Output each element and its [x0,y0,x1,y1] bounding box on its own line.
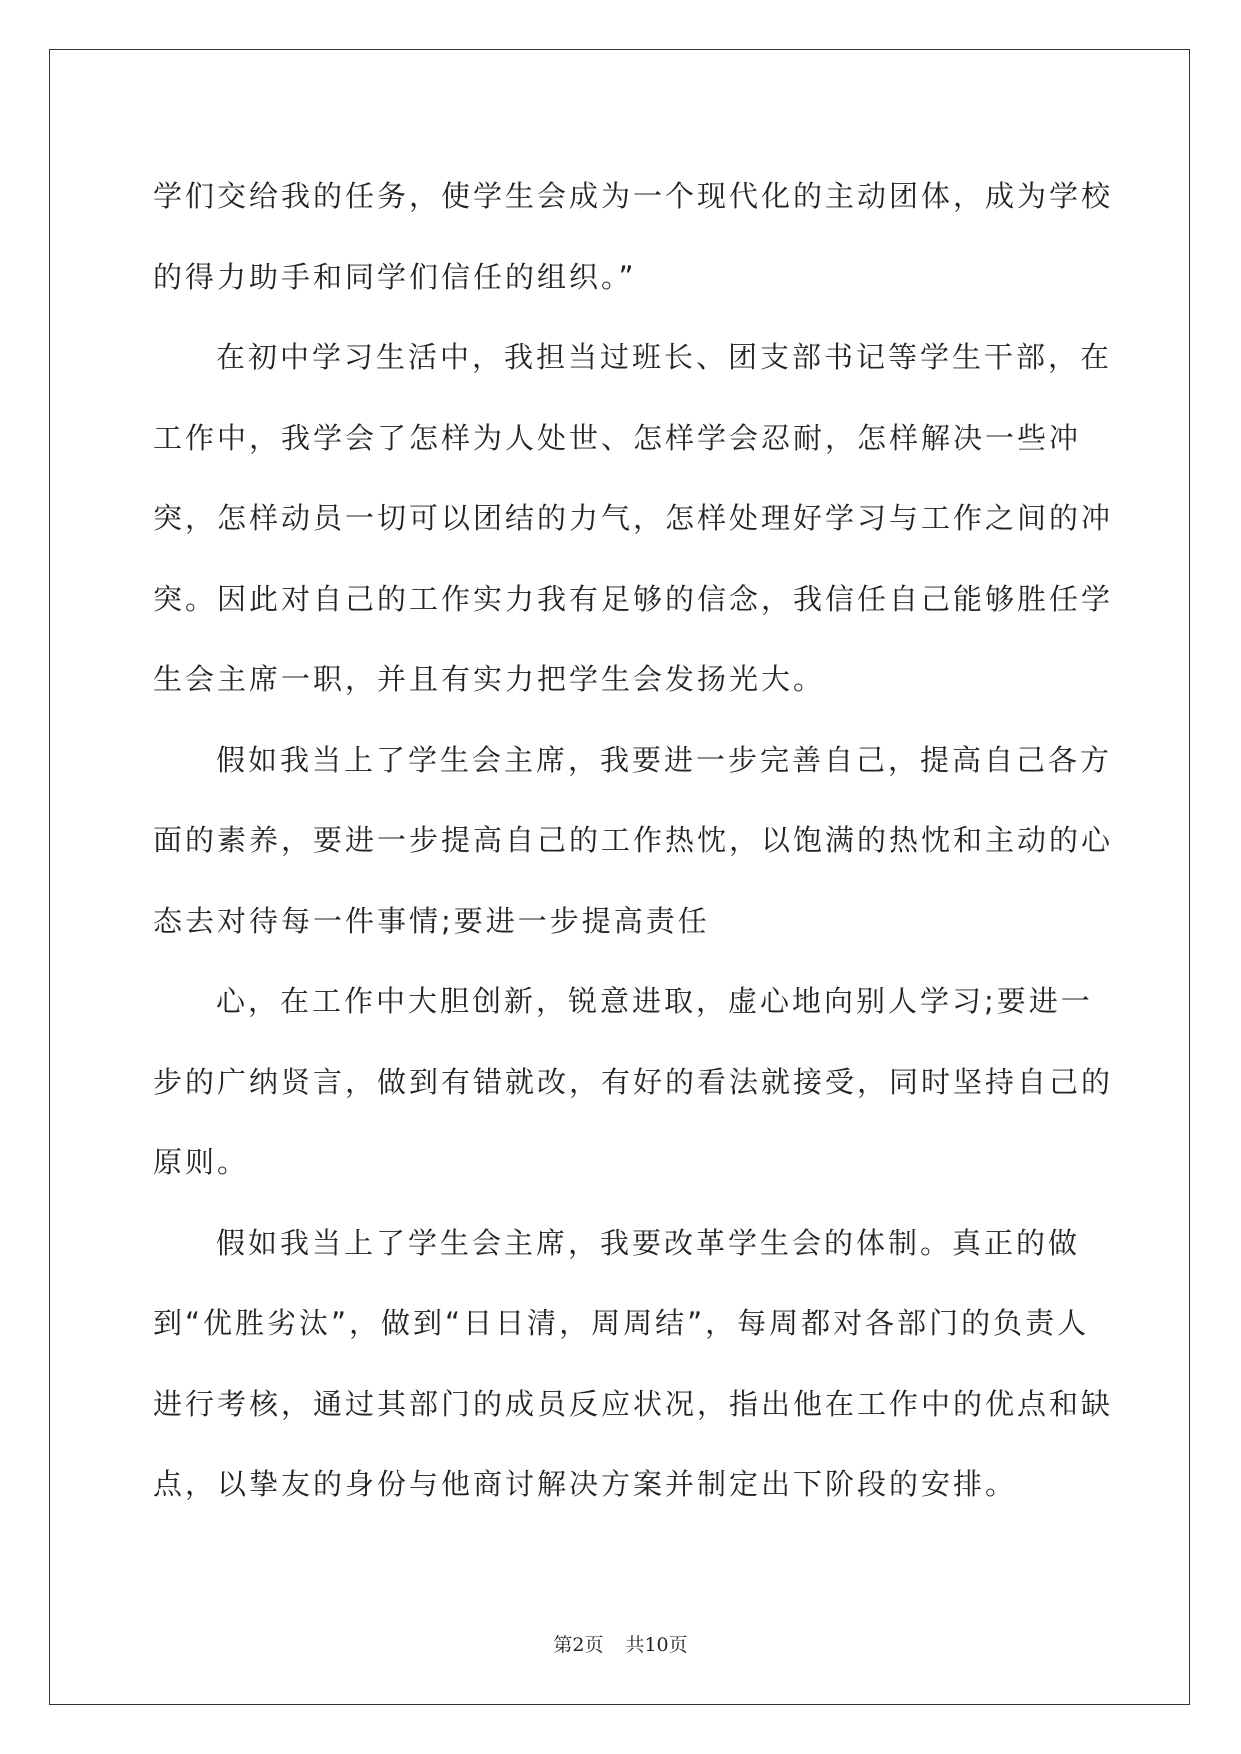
paragraph-continuation: 学们交给我的任务，使学生会成为一个现代化的主动团体，成为学校的得力助手和同学们信任的组织。” [153,179,1114,294]
page-number: 第2页 [553,1634,604,1656]
paragraph-self-improvement: 假如我当上了学生会主席，我要进一步完善自己，提高自己各方面的素养，要进一步提高自己的工作热忱，以饱满的热忱和主动的心态去对待每一件事情;要进一步提高责任 [153,742,1114,938]
paragraph-reform: 假如我当上了学生会主席，我要改革学生会的体制。真正的做到“优胜劣汰”，做到“日日清，周周结”，每周都对各部门的负责人进行考核，通过其部门的成员反应状况，指出他在工作中的优点和缺点，以挚友的身份与他商讨解决方案并制定出下阶段的安排。 [153,1225,1114,1501]
page-total: 共10页 [625,1634,688,1656]
paragraph-experience: 在初中学习生活中，我担当过班长、团支部书记等学生干部，在工作中，我学会了怎样为人处世、怎样学会忍耐，怎样解决一些冲突，怎样动员一切可以团结的力气，怎样处理好学习与工作之间的冲突。因此对自己的工作实力我有足够的信念，我信任自己能够胜任学生会主席一职，并且有实力把学生会发扬光大。 [153,340,1114,696]
paragraph-responsibility: 心，在工作中大胆创新，锐意进取，虚心地向别人学习;要进一步的广纳贤言，做到有错就改，有好的看法就接受，同时坚持自己的原则。 [153,984,1114,1179]
page-footer [0,1630,1241,1657]
document-body [153,156,1113,1525]
